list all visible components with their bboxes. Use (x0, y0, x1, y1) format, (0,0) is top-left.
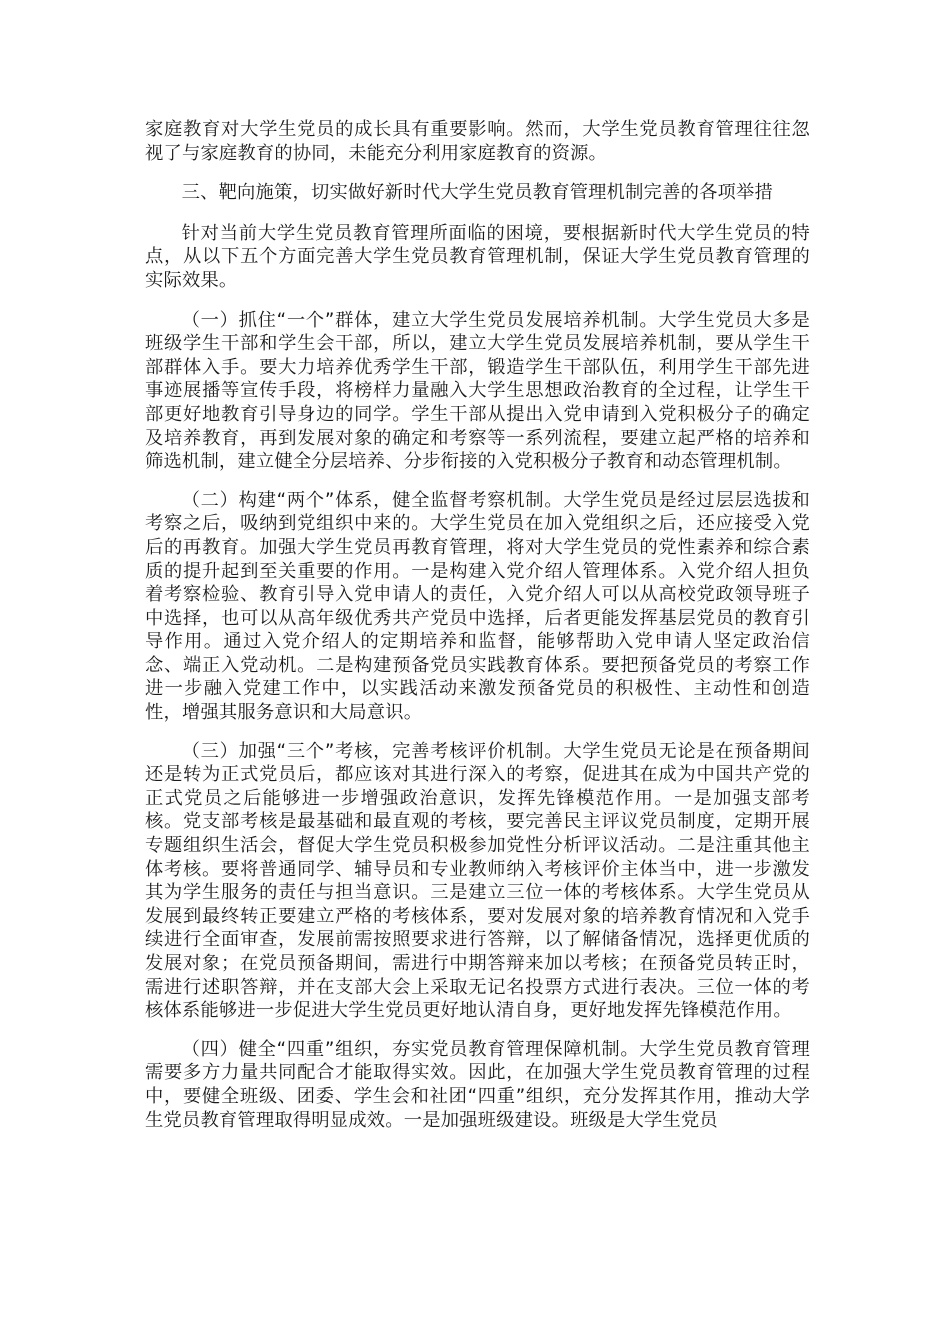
paragraph-item-2: （二）构建“两个”体系，健全监督考察机制。大学生党员是经过层层选拔和考察之后，吸纳到党组织中来的。大学生党员在加入党组织之后，还应接受入党后的再教育。加强大学生党员再教育管理，将对大学生党员的党性素养和综合素质的提升起到至关重要的作用。一是构建入党介绍人管理体系。入党介绍人担负着考察检验、教育引导入党申请人的责任，入党介绍人可以从高校党政领导班子中选择，也可以从高年级优秀共产党员中选择，后者更能发挥基层党员的教育引导作用。通过入党介绍人的定期培养和监督，能够帮助入党申请人坚定政治信念、端正入党动机。二是构建预备党员实践教育体系。要把预备党员的考察工作进一步融入党建工作中，以实践活动来激发预备党员的积极性、主动性和创造性，增强其服务意识和大局意识。 (145, 489, 810, 724)
paragraph-item-1: （一）抓住“一个”群体，建立大学生党员发展培养机制。大学生党员大多是班级学生干部和学生会干部，所以，建立大学生党员发展培养机制，要从学生干部群体入手。要大力培养优秀学生干部，锻造学生干部队伍，利用学生干部先进事迹展播等宣传手段，将榜样力量融入大学生思想政治教育的全过程，让学生干部更好地教育引导身边的同学。学生干部从提出入党申请到入党积极分子的确定及培养教育，再到发展对象的确定和考察等一系列流程，要建立起严格的培养和筛选机制，建立健全分层培养、分步衔接的入党积极分子教育和动态管理机制。 (145, 309, 810, 473)
paragraph-item-3: （三）加强“三个”考核，完善考核评价机制。大学生党员无论是在预备期间还是转为正式党员后，都应该对其进行深入的考察，促进其在成为中国共产党的正式党员之后能够进一步增强政治意识，发挥先锋模范作用。一是加强支部考核。党支部考核是最基础和最直观的考核，要完善民主评议党员制度，定期开展专题组织生活会，督促大学生党员积极参加党性分析评议活动。二是注重其他主体考核。要将普通同学、辅导员和专业教师纳入考核评价主体当中，进一步激发其为学生服务的责任与担当意识。三是建立三位一体的考核体系。大学生党员从发展到最终转正要建立严格的考核体系，要对发展对象的培养教育情况和入党手续进行全面审查，发展前需按照要求进行答辩，以了解储备情况，选择更优质的发展对象；在党员预备期间，需进行中期答辩来加以考核；在预备党员转正时，需进行述职答辩，并在支部大会上采取无记名投票方式进行表决。三位一体的考核体系能够进一步促进大学生党员更好地认清自身，更好地发挥先锋模范作用。 (145, 740, 810, 1022)
paragraph-item-4: （四）健全“四重”组织，夯实党员教育管理保障机制。大学生党员教育管理需要多方力量共同配合才能取得实效。因此，在加强大学生党员教育管理的过程中，要健全班级、团委、学生会和社团“四重”组织，充分发挥其作用，推动大学生党员教育管理取得明显成效。一是加强班级建设。班级是大学生党员 (145, 1038, 811, 1131)
paragraph-intro: 针对当前大学生党员教育管理所面临的困境，要根据新时代大学生党员的特点，从以下五个方面完善大学生党员教育管理机制，保证大学生党员教育管理的实际效果。 (145, 222, 810, 291)
paragraph-continued: 家庭教育对大学生党员的成长具有重要影响。然而，大学生党员教育管理往往忽视了与家庭教育的协同，未能充分利用家庭教育的资源。 (145, 119, 810, 164)
document-page (145, 118, 810, 1132)
section-heading-3: 三、靶向施策，切实做好新时代大学生党员教育管理机制完善的各项举措 (181, 182, 773, 204)
